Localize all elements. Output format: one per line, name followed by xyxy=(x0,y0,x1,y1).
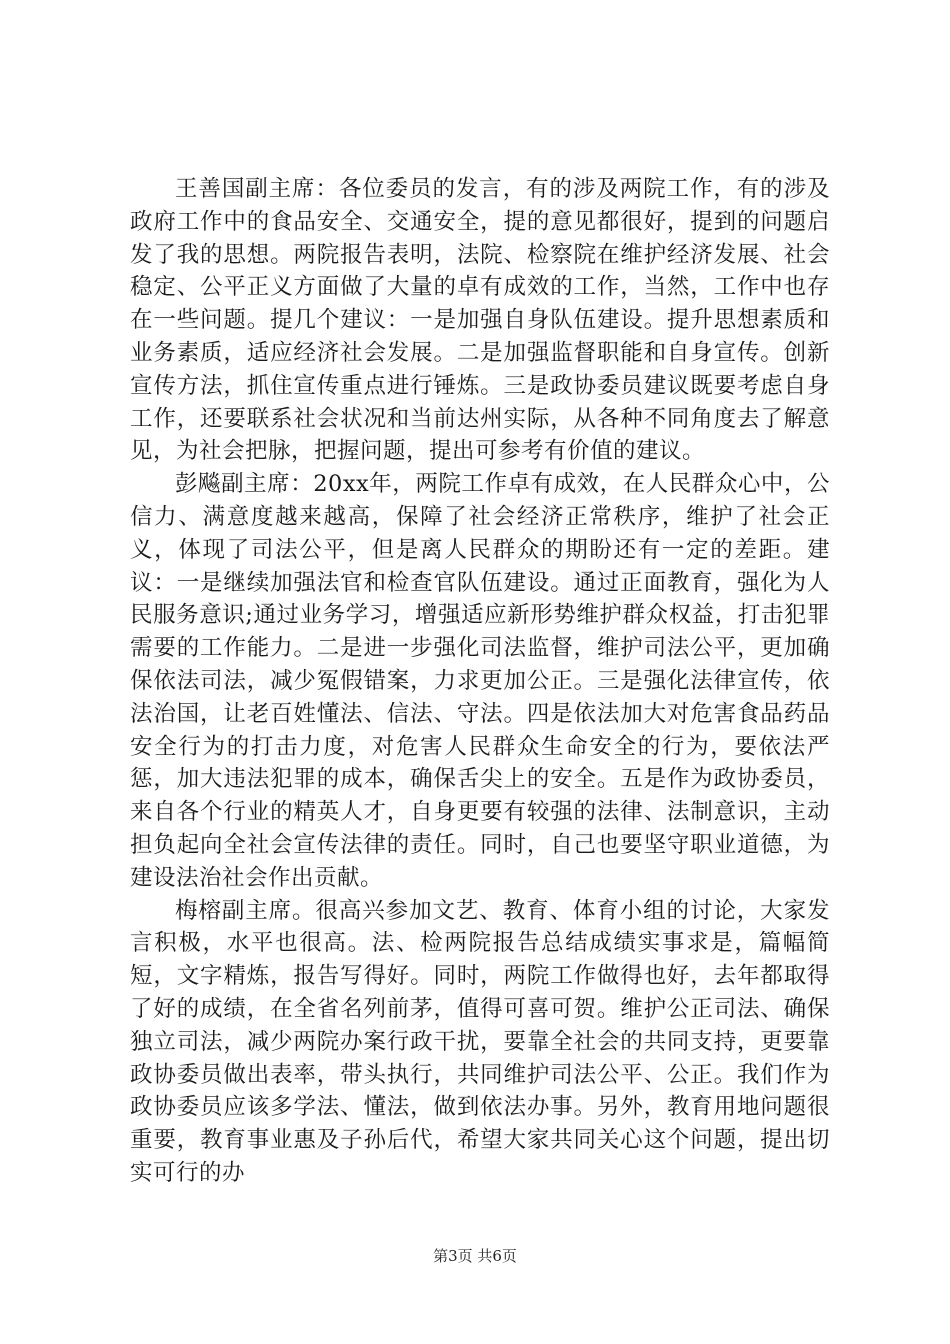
document-body xyxy=(130,173,830,1190)
paragraph-peng-biao: 彭飚副主席：20xx年，两院工作卓有成效，在人民群众心中，公信力、满意度越来越高，保障了社会经济正常秩序，维护了社会正义，体现了司法公平，但是离人民群众的期盼还有一定的差距。建议：一是继续加强法官和检查官队伍建设。通过正面教育，强化为人民服务意识;通过业务学习，增强适应新形势维护群众权益，打击犯罪需要的工作能力。二是进一步强化司法监督，维护司法公平，更加确保依法司法，减少冤假错案，力求更加公正。三是强化法律宣传，依法治国，让老百姓懂法、信法、守法。四是依法加大对危害食品药品安全行为的打击力度，对危害人民群众生命安全的行为，要依法严惩，加大违法犯罪的成本，确保舌尖上的安全。五是作为政协委员，来自各个行业的精英人才，自身更要有较强的法律、法制意识，主动担负起向全社会宣传法律的责任。同时，自己也要坚守职业道德，为建设法治社会作出贡献。 xyxy=(130,471,830,891)
page-number-footer: 第3页 共6页 xyxy=(433,1247,517,1265)
paragraph-wang-shanguo: 王善国副主席：各位委员的发言，有的涉及两院工作，有的涉及政府工作中的食品安全、交通安全，提的意见都很好，提到的问题启发了我的思想。两院报告表明，法院、检察院在维护经济发展、社会稳定、公平正义方面做了大量的卓有成效的工作，当然，工作中也存在一些问题。提几个建议：一是加强自身队伍建设。提升思想素质和业务素质，适应经济社会发展。二是加强监督职能和自身宣传。创新宣传方法，抓住宣传重点进行锤炼。三是政协委员建议既要考虑自身工作，还要联系社会状况和当前达州实际，从各种不同角度去了解意见，为社会把脉，把握问题，提出可参考有价值的建议。 xyxy=(130,176,830,465)
paragraph-mei-rong: 梅榕副主席。很高兴参加文艺、教育、体育小组的讨论，大家发言积极，水平也很高。法、检两院报告总结成绩实事求是，篇幅简短，文字精炼，报告写得好。同时，两院工作做得也好，去年都取得了好的成绩，在全省名列前茅，值得可喜可贺。维护公正司法、确保独立司法，减少两院办案行政干扰，要靠全社会的共同支持，更要靠政协委员做出表率，带头执行，共同维护司法公平、公正。我们作为政协委员应该多学法、懂法，做到依法办事。另外，教育用地问题很重要，教育事业惠及子孙后代，希望大家共同关心这个问题，提出切实可行的办 xyxy=(130,897,830,1186)
